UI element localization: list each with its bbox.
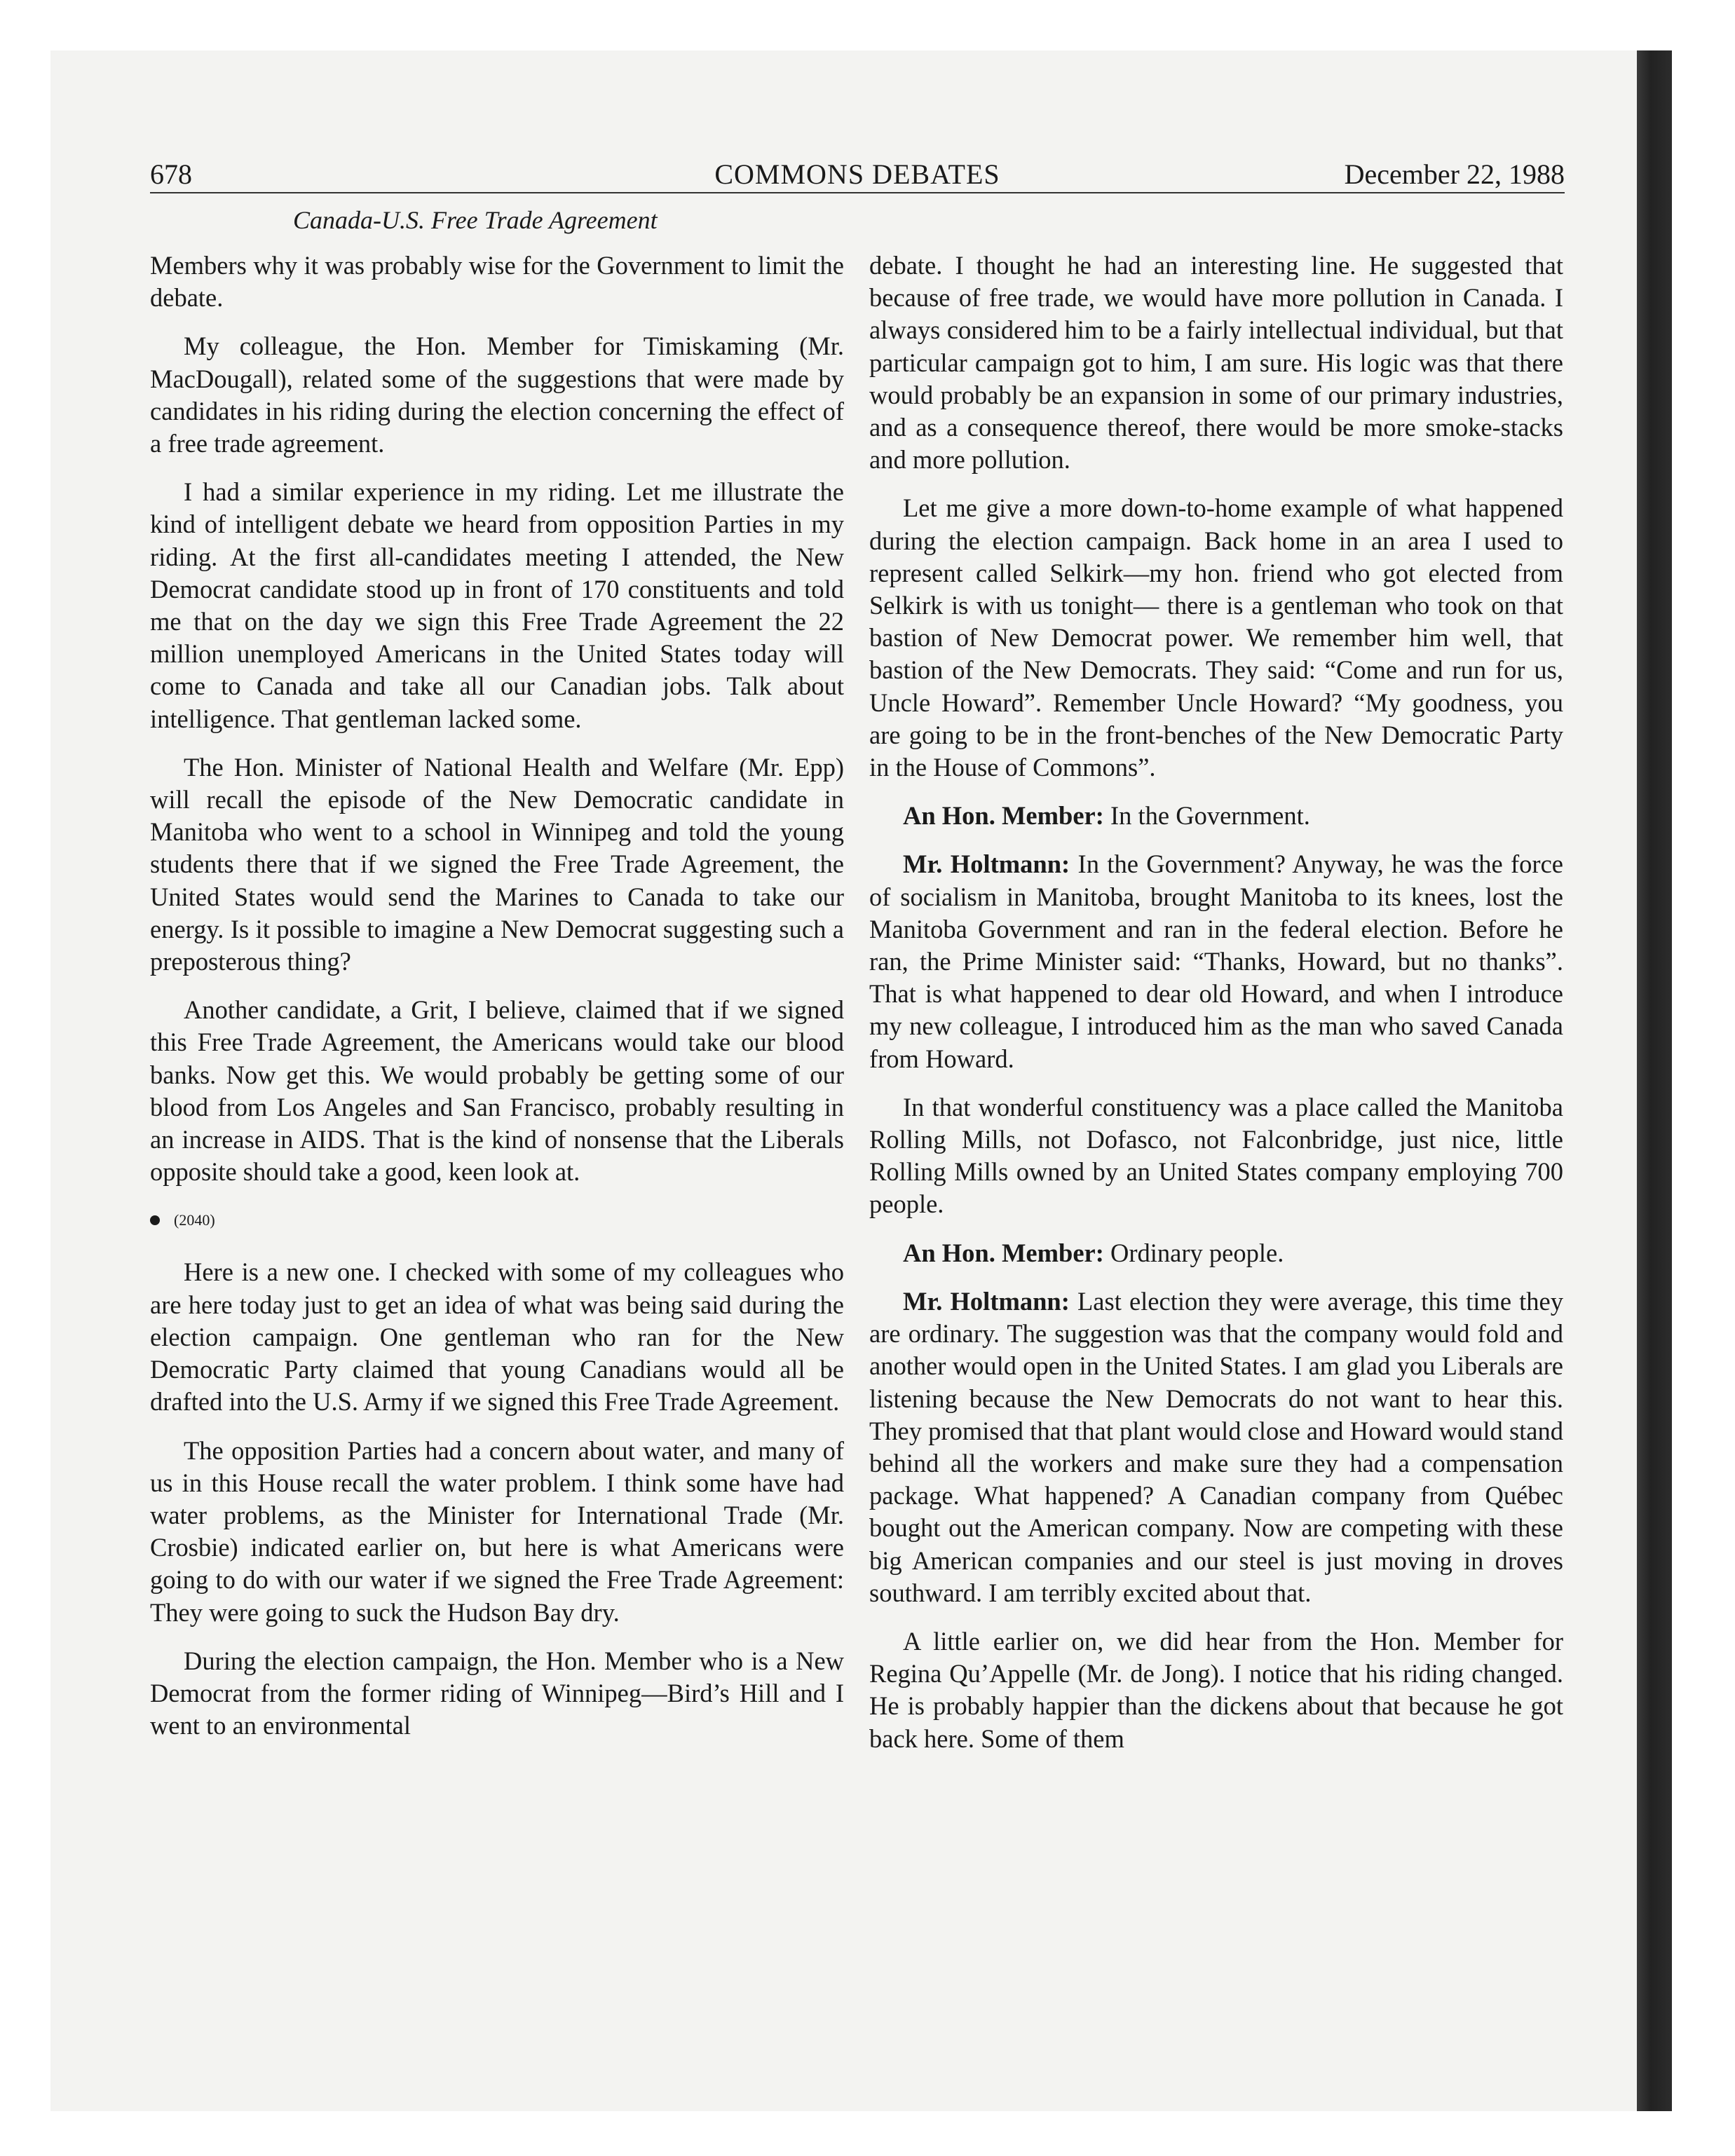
paragraph: My colleague, the Hon. Member for Timiskaming (Mr. MacDougall), related some of the suggestions that were made by candidates in his riding during the election concerning the effect of a free trade agreement. <box>150 332 844 458</box>
speech-text: Last election they were average, this time they are ordinary. The suggestion was that the company would fold and another would open in the United States. I am glad you Liberals are listening because the New Democrats do not want to hear this. They promised that that plant would close and Howard would stand behind all the workers and make sure they had a compensation package. What happened? A Canadian company from Québec bought out the American company. Now are competing with these big American companies and our steel is just moving in droves southward. I am terribly excited about that. <box>869 1286 1563 1607</box>
speech <box>869 1285 1563 1609</box>
header-date: December 22, 1988 <box>1344 158 1565 190</box>
speaker-name: Mr. Holtmann: <box>903 850 1070 879</box>
paragraph: In that wonderful constituency was a place called the Manitoba Rolling Mills, not Dofasco, not Falconbridge, just nice, little Rolling Mills owned by an United States company employing 700 people. <box>869 1092 1563 1219</box>
speaker-name: An Hon. Member: <box>903 1238 1104 1267</box>
paragraph: A little earlier on, we did hear from the Hon. Member for Regina Qu’Appelle (Mr. de Jong). I notice that his riding changed. He is probably happier than the dickens about that because he got back here. Some of them <box>869 1626 1563 1753</box>
paragraph: Let me give a more down-to-home example of what happened during the election campaign. Back home in an area I used to represent called Selkirk—my hon. friend who got elected from Selkirk is with us tonight— there is a gentleman who took on that bastion of New Democrat power. We remember him well, that bastion of the New Democrats. They said: “Come and run for us, Uncle Howard”. Remember Uncle Howard? “My goodness, you are going to be in the front-benches of the New Democratic Party in the House of Commons”. <box>869 493 1563 782</box>
debate-subject: Canada-U.S. Free Trade Agreement <box>293 206 658 234</box>
speaker-name: Mr. Holtmann: <box>903 1286 1070 1316</box>
speech <box>869 800 1563 832</box>
paragraph: The Hon. Minister of National Health and Welfare (Mr. Epp) will recall the episode of the New Democratic candidate in Manitoba who went to a school in Winnipeg and told the young students there that if we signed the Free Trade Agreement, the United States would send the Marines to Canada to take our energy. Is it possible to imagine a New Democrat suggesting such a preposterous thing? <box>150 752 844 976</box>
paragraph: During the election campaign, the Hon. Member who is a New Democrat from the former riding of Winnipeg—Bird’s Hill and I went to an environmental <box>150 1646 844 1740</box>
speaker-name: An Hon. Member: <box>903 801 1104 831</box>
publication-title: COMMONS DEBATES <box>714 158 1000 190</box>
paragraph: Another candidate, a Grit, I believe, claimed that if we signed this Free Trade Agreement, the Americans would take our blood banks. Now get this. We would probably be getting some of our blood from Los Angeles and San Francisco, probably resulting in an increase in AIDS. That is the kind of nonsense that the Liberals opposite should take a good, keen look at. <box>150 995 844 1187</box>
speech-text: In the Government. <box>1103 801 1310 831</box>
paragraph: Members why it was probably wise for the Government to limit the debate. <box>150 251 844 313</box>
paragraph: I had a similar experience in my riding. Let me illustrate the kind of intelligent debate we heard from opposition Parties in my riding. At the first all-candidates meeting I attended, the New Democrat candidate stood up in front of 170 constituents and told me that on the day we sign this Free Trade Agreement the 22 million unemployed Americans in the United States today will come to Canada and take all our Canadian jobs. Talk about intelligence. That gentleman lacked some. <box>150 477 844 733</box>
left-column <box>150 250 844 1758</box>
speech <box>869 1237 1563 1269</box>
bullet-icon <box>150 1215 160 1225</box>
right-column <box>869 250 1563 1771</box>
paragraph: Here is a new one. I checked with some of my colleagues who are here today just to get an idea of what was being said during the election campaign. One gentleman who ran for the New Democratic Party claimed that young Canadians would all be drafted into the U.S. Army if we signed this Free Trade Agreement. <box>150 1257 844 1417</box>
paragraph: debate. I thought he had an interesting line. He suggested that because of free trade, we would have more pollution in Canada. I always considered him to be a fairly intellectual individual, but that particular campaign got to him, I am sure. His logic was that there would probably be an expansion in some of our primary industries, and as a consequence thereof, there would be more smoke-stacks and more pollution. <box>869 251 1563 475</box>
speech-text: Ordinary people. <box>1103 1238 1284 1267</box>
running-header <box>150 157 1565 193</box>
speech-text: In the Government? Anyway, he was the force of socialism in Manitoba, brought Manitoba to its knees, lost the Manitoba Government and ran in the federal election. Before he ran, the Prime Minister said: “Thanks, Howard, but no thanks”. That is what happened to dear old Howard, and when I introduce my new colleague, I introduced him as the man who saved Canada from Howard. <box>869 850 1563 1073</box>
speech <box>869 848 1563 1074</box>
paragraph: The opposition Parties had a concern about water, and many of us in this House recall the water problem. I think some have had water problems, as the Minister for International Trade (Mr. Crosbie) indicated earlier on, but here is what Americans were going to do with our water if we signed the Free Trade Agreement: They were going to suck the Hudson Bay dry. <box>150 1435 844 1627</box>
time-marker <box>150 1204 844 1236</box>
time-marker-label: (2040) <box>174 1211 215 1229</box>
page-number: 678 <box>150 158 192 190</box>
page-edge-shadow <box>1637 50 1672 2111</box>
